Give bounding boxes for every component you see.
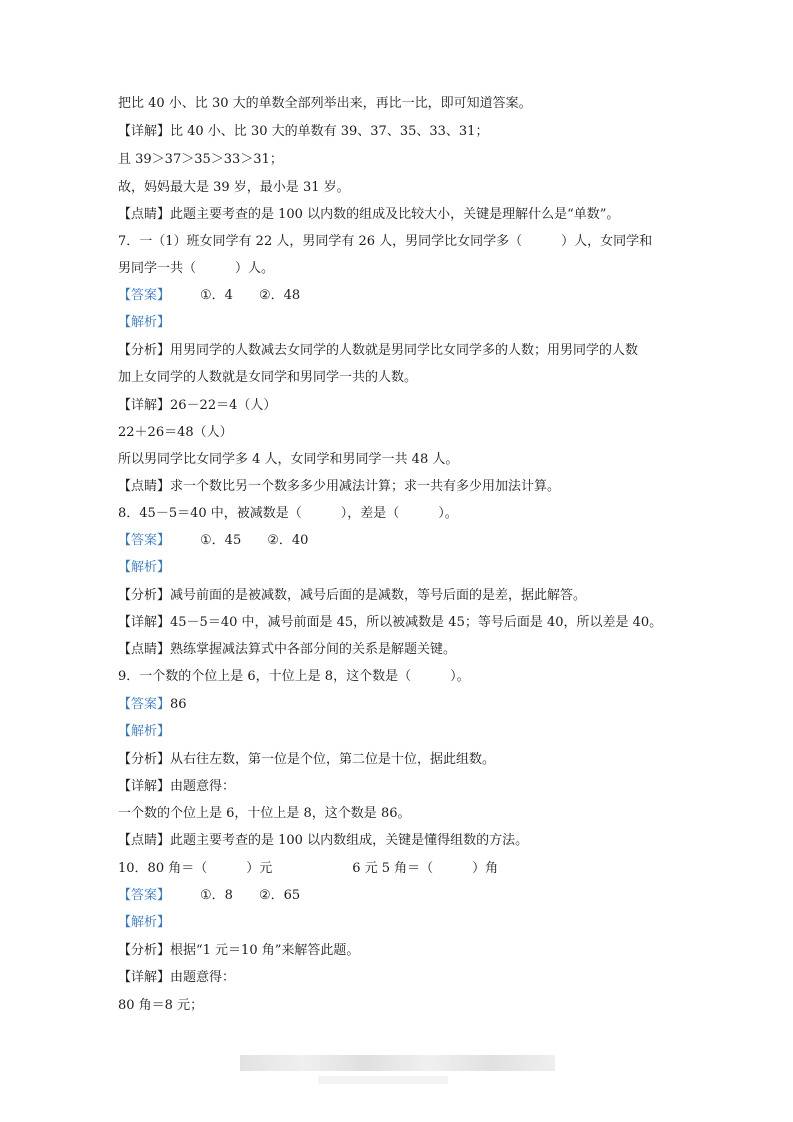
answer-label: 【答案】 [118,288,171,303]
question-10-part-2: 6 元 5 角＝（ ）角 [352,861,499,876]
question-7-line-2: 男同学一共（ ）人。 [118,261,275,276]
text-line: 一个数的个位上是 6，十位上是 8，这个数是 86。 [118,806,411,821]
text-line: 【分析】用男同学的人数减去女同学的人数就是男同学比女同学多的人数；用男同学的人数 [118,343,639,358]
analysis-label: 【解析】 [118,724,171,739]
text-line: 【详解】由题意得： [118,970,236,985]
answer-label: 【答案】 [118,533,171,548]
text-line: 【详解】由题意得： [118,779,236,794]
question-10-part-1: 10．80 角＝（ ）元 [118,861,273,876]
text-line: 把比 40 小、比 30 大的单数全部列举出来，再比一比，即可知道答案。 [118,96,532,111]
answer-value: ①．45 ②．40 [200,533,309,548]
text-line: 所以男同学比女同学多 4 人，女同学和男同学一共 48 人。 [118,452,459,467]
text-line: 80 角＝8 元； [118,998,204,1013]
answer-value: 86 [170,697,187,712]
text-line: 【分析】根据“1 元＝10 角”来解答此题。 [118,943,360,958]
answer-row [118,532,308,550]
analysis-label: 【解析】 [118,560,171,575]
text-line: 【点睛】求一个数比另一个数多多少用减法计算；求一共有多少用加法计算。 [118,479,561,494]
text-line: 【详解】45－5＝40 中，减号前面是 45，所以被减数是 45；等号后面是 40，所以差是 40。 [118,615,663,630]
question-8: 8．45－5＝40 中，被减数是（ ），差是（ ）。 [118,506,458,521]
answer-label: 【答案】 [118,697,171,712]
text-line: 且 39＞37＞35＞33＞31； [118,152,283,167]
text-line: 22＋26＝48（人） [118,425,233,440]
text-line: 【点睛】此题主要考查的是 100 以内数的组成及比较大小，关键是理解什么是“单数”。 [118,207,620,222]
text-line: 【点睛】熟练掌握减法算式中各部分间的关系是解题关键。 [118,642,457,657]
analysis-label: 【解析】 [118,915,171,930]
question-10 [118,860,498,878]
blurred-footer-sub [318,1076,448,1084]
text-line: 【分析】减号前面的是被减数，减号后面的是减数，等号后面的是差，据此解答。 [118,588,587,603]
text-line: 【分析】从右往左数，第一位是个位，第二位是十位，据此组数。 [118,752,496,767]
answer-row [118,287,300,305]
text-line: 【详解】26－22＝4（人） [118,398,277,413]
text-line: 故，妈妈最大是 39 岁，最小是 31 岁。 [118,180,350,195]
question-7-line-1: 7．一（1）班女同学有 22 人，男同学有 26 人，男同学比女同学多（ ）人，女同学和 [118,234,653,249]
text-line: 加上女同学的人数就是女同学和男同学一共的人数。 [118,370,418,385]
answer-value: ①．8 ②．65 [200,888,301,903]
text-line: 【点睛】此题主要考查的是 100 以内数组成，关键是懂得组数的方法。 [118,833,529,848]
answer-row [118,887,300,905]
analysis-label: 【解析】 [118,315,171,330]
answer-row [118,696,187,714]
text-line: 【详解】比 40 小、比 30 大的单数有 39、37、35、33、31； [118,124,489,139]
answer-value: ①．4 ②．48 [200,288,301,303]
question-9: 9．一个数的个位上是 6，十位上是 8，这个数是（ ）。 [118,669,470,684]
blurred-footer [240,1055,555,1071]
answer-label: 【答案】 [118,888,171,903]
